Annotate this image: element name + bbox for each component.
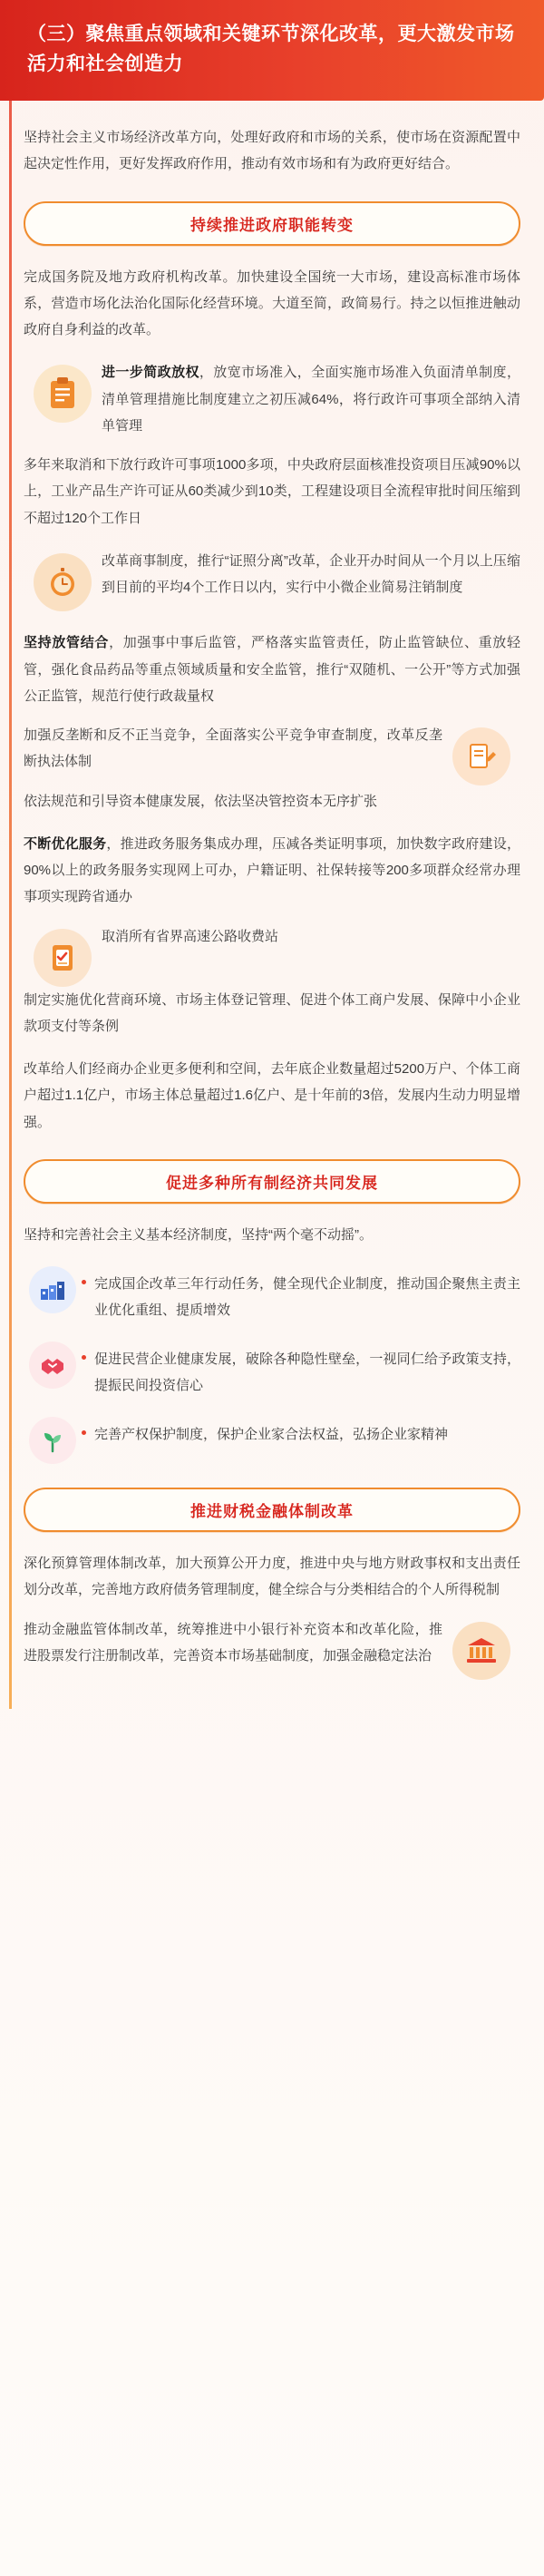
section-1-item-2-p1: 改革商事制度，推行“证照分离”改革，企业开办时间从一个月以上压缩到目前的平均4个工作日以内，实行中小微企业简易注销制度 — [102, 552, 520, 596]
document-body — [0, 101, 544, 1709]
list-item — [24, 1340, 520, 1399]
checklist-approve-icon — [24, 923, 102, 987]
section-1-item-3-p3: 依法规范和引导资本健康发展，依法坚决管控资本无序扩张 — [24, 793, 378, 809]
section-3-p1: 深化预算管理体制改革，加大预算公开力度，推进中央与地方财政事权和支出责任划分改革，完善地方政府债务管理制度，健全综合与分类相结合的个人所得税制 — [24, 1556, 520, 1598]
section-3-body-2 — [24, 1616, 520, 1710]
section-1-item-1-p1: 进一步简政放权，放宽市场准入，全面实施市场准入负面清单制度，清单管理措施比制度建立之初压减64%，将行政许可事项全部纳入清单管理 — [102, 365, 520, 434]
section-1-item-4 — [24, 831, 520, 1039]
section-1-item-3-p2: 加强反垄断和反不正当竞争，全面落实公平竞争审查制度，改革反垄断执法体制 — [24, 727, 442, 770]
section-1-item-4-p2: 取消所有省界高速公路收费站 — [102, 928, 279, 944]
section-1-item-3-p1: 坚持放管结合，加强事中事后监管，严格落实监管责任，防止监管缺位、重放轻管，强化食品药品等重点领域质量和安全监管，推行“双随机、一公开”等方式加强公正监管，规范行使行政裁量权 — [24, 635, 520, 704]
handshake-icon — [24, 1340, 82, 1389]
pen-document-icon — [442, 722, 520, 785]
section-3-body — [24, 1550, 520, 1616]
bank-icon — [442, 1616, 520, 1680]
section-heading-3-label: 推进财税金融体制改革 — [190, 1503, 354, 1521]
section-heading-2 — [24, 1159, 520, 1204]
section-1-intro: 完成国务院及地方政府机构改革。加快建设全国统一大市场，建设高标准市场体系，营造市场化法治化国际化经营环境。大道至简，政简易行。持之以恒推进触动政府自身利益的改革。 — [24, 268, 520, 338]
section-1-item-2 — [24, 548, 520, 614]
list-item-label: 完成国企改革三年行动任务，健全现代企业制度，推动国企聚焦主责主业优化重组、提质增效 — [82, 1264, 520, 1323]
section-1-item-1 — [24, 359, 520, 532]
list-item — [24, 1264, 520, 1323]
stopwatch-icon — [24, 548, 102, 611]
section-1-item-4-p1: 不断优化服务，推进政务服务集成办理，压减各类证明事项，加快数字政府建设，90%以上的政务服务实现网上可办，户籍证明、社保转接等200多项群众经常办理事项实现跨省通办 — [24, 835, 520, 905]
list-item-label: 促进民营企业健康发展，破除各种隐性壁垒，一视同仁给予政策支持，提振民间投资信心 — [82, 1340, 520, 1399]
clipboard-checklist-icon — [24, 359, 102, 423]
page-title: （三）聚焦重点领域和关键环节深化改革，更大激发市场活力和社会创造力 — [0, 0, 544, 101]
section-1-item-3 — [24, 629, 520, 815]
section-heading-1 — [24, 201, 520, 246]
section-1-outro: 改革给人们经商办企业更多便利和空间，去年底企业数量超过5200万户、个体工商户超过1.1亿户，市场主体总量超过1.6亿户、是十年前的3倍，发展内生动力明显增强。 — [24, 1061, 520, 1130]
section-1-item-1-p2: 多年来取消和下放行政许可事项1000多项，中央政府层面核准投资项目压减90%以上，工业产品生产许可证从60类减少到10类，工程建设项目全流程审批时间压缩到不超过120个工作日 — [24, 457, 520, 526]
section-heading-3 — [24, 1488, 520, 1532]
left-rule-decoration — [9, 101, 12, 1709]
section-heading-1-label: 持续推进政府职能转变 — [190, 216, 354, 234]
sprout-shield-icon — [24, 1415, 82, 1464]
section-2-bullet-list — [24, 1264, 520, 1464]
section-2-intro: 坚持和完善社会主义基本经济制度，坚持“两个毫不动摇”。 — [24, 1226, 373, 1243]
lead-paragraph: 坚持社会主义市场经济改革方向，处理好政府和市场的关系，使市场在资源配置中起决定性作用，更好发挥政府作用，推动有效市场和有为政府更好结合。 — [24, 130, 520, 172]
list-item-label: 完善产权保护制度，保护企业家合法权益，弘扬企业家精神 — [82, 1415, 520, 1449]
section-3-p2: 推动金融监管体制改革，统筹推进中小银行补充资本和改革化险，推进股票发行注册制改革，完善资本市场基础制度，加强金融稳定法治 — [24, 1621, 442, 1664]
section-heading-2-label: 促进多种所有制经济共同发展 — [166, 1174, 378, 1192]
list-item — [24, 1415, 520, 1464]
section-1-item-4-p3: 制定实施优化营商环境、市场主体登记管理、促进个体工商户发展、保障中小企业款项支付等条例 — [24, 991, 520, 1034]
factory-icon — [24, 1264, 82, 1313]
